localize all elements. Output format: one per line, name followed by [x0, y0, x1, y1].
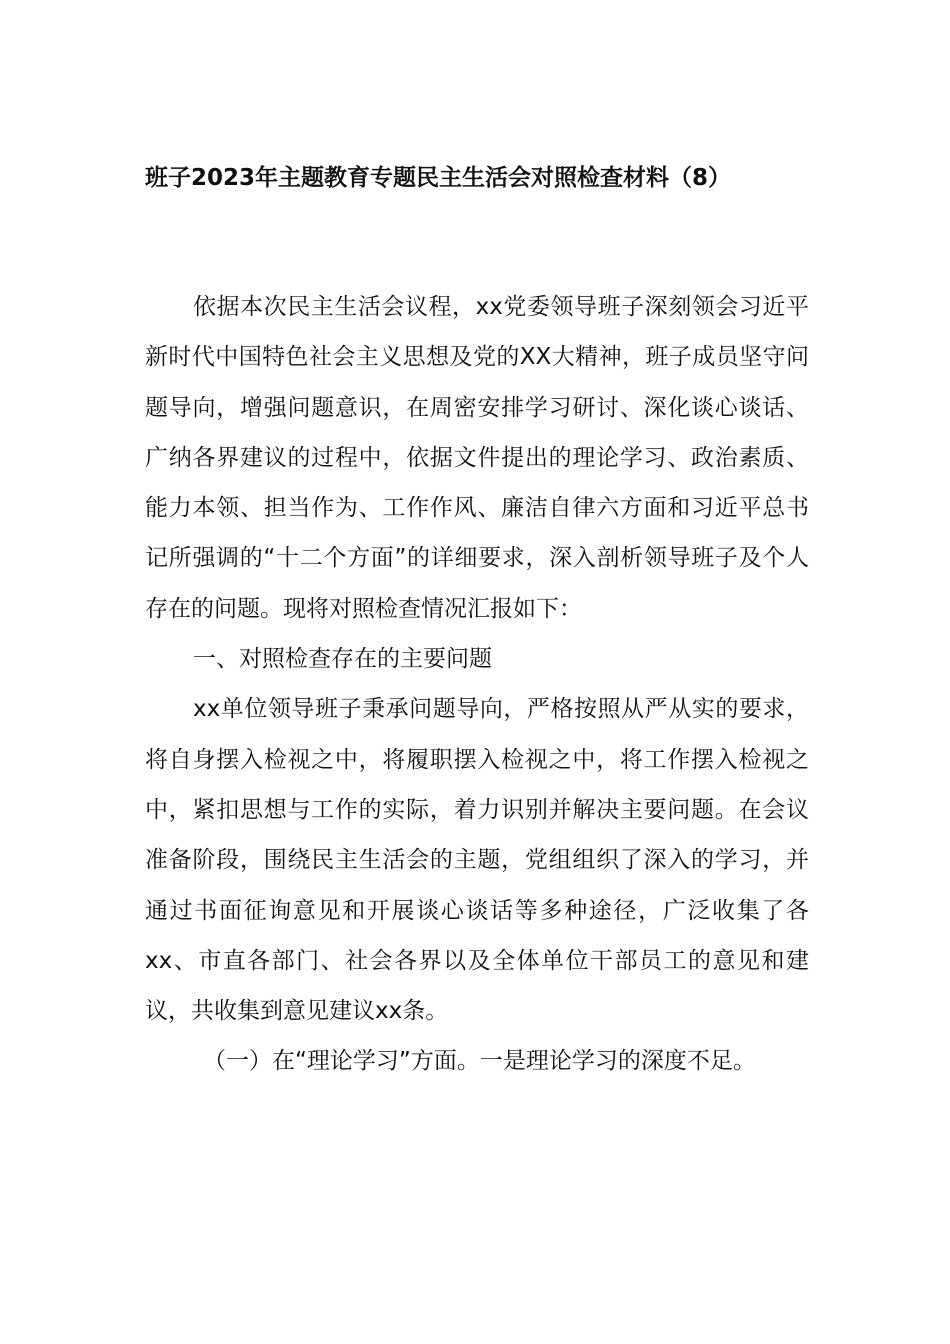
paragraph-intro: 依据本次民主生活会议程，xx党委领导班子深刻领会习近平新时代中国特色社会主义思想及党的XX大精神，班子成员坚守问题导向，增强问题意识，在周密安排学习研讨、深化谈心谈话、广纳各界建议的过程中，依据文件提出的理论学习、政治素质、能力本领、担当作为、工作作风、廉洁自律六方面和习近平总书记所强调的“十二个方面”的详细要求，深入剖析领导班子及个人存在的问题。现将对照检查情况汇报如下：: [145, 294, 809, 622]
document-body: [145, 282, 809, 1087]
paragraph-section-1: xx单位领导班子秉承问题导向，严格按照从严从实的要求，将自身摆入检视之中，将履职摆入检视之中，将工作摆入检视之中，紧扣思想与工作的实际，着力识别并解决主要问题。在会议准备阶段，围绕民主生活会的主题，党组组织了深入的学习，并通过书面征询意见和开展谈心谈话等多种途径，广泛收集了各xx、市直各部门、社会各界以及全体单位干部员工的意见和建议，共收集到意见建议xx条。: [145, 696, 809, 1025]
document-title: 班子2023年主题教育专题民主生活会对照检查材料（8）: [145, 165, 732, 191]
subsection-heading-1: （一）在“理论学习”方面。一是理论学习的深度不足。: [203, 1048, 756, 1075]
section-heading-1: 一、对照检查存在的主要问题: [193, 646, 492, 673]
